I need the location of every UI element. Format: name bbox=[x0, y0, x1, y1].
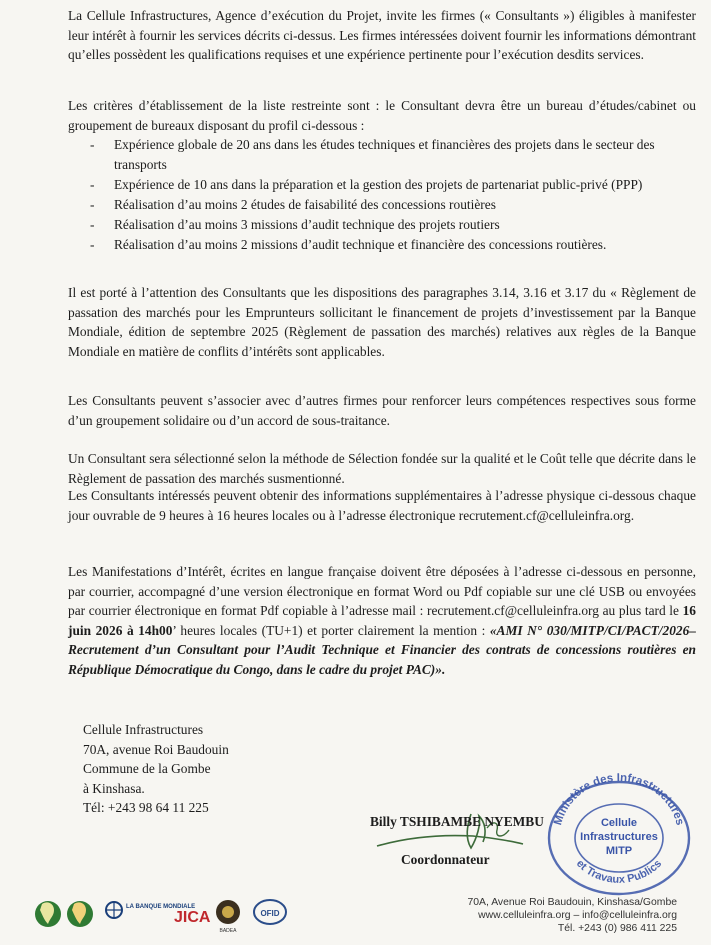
submission-text-b: ’ heures locales (TU+1) et porter clairement la mention : bbox=[172, 622, 490, 638]
footer-phone: Tél. +243 (0) 986 411 225 bbox=[557, 923, 677, 934]
logo-text: OFID bbox=[260, 909, 280, 918]
submission-deadline: 16 juin 2026 à 14h00 bbox=[68, 603, 696, 638]
badea-logo-icon bbox=[216, 900, 240, 934]
stamp-center-line: Infrastructures bbox=[580, 831, 658, 843]
address-line: 70A, avenue Roi Baudouin bbox=[83, 741, 229, 757]
logo-text: LA BANQUE MONDIALE bbox=[126, 904, 196, 910]
criteria-item: - Expérience de 10 ans dans la préparation et la gestion des projets de partenariat public-privé (PPP) bbox=[68, 175, 696, 195]
official-stamp-icon bbox=[532, 770, 698, 896]
stamp-top-arc: Ministère des Infrastructures bbox=[552, 771, 686, 827]
intro-paragraph: La Cellule Infrastructures, Agence d’exécution du Projet, invite les firmes (« Consultants ») éligibles à manifester leur intérêt à fournir les services décrits ci-dessus. Les firmes intéressées doivent fournir les informations démontrant qu’elles possèdent les qualifications requises et une expérience pertinente pour l’exécution desdits services. bbox=[68, 8, 696, 63]
footer-web: www.celluleinfra.org – info@celluleinfra.org bbox=[478, 910, 677, 921]
stamp-center-line: Cellule bbox=[600, 817, 638, 829]
africa-map-icon bbox=[67, 901, 93, 927]
footer-address: 70A, Avenue Roi Baudouin, Kinshasa/Gombe bbox=[467, 897, 677, 908]
rules-paragraph: Il est porté à l’attention des Consultants que les dispositions des paragraphes 3.14, 3.16 et 3.17 du « Règlement de passation des marchés pour les Emprunteurs sollicitant le financement de projets d’investissement par la Banque Mondiale, édition de septembre 2025 (Règlement de passation des marchés) relatives aux règles de la Banque Mondiale en matière de conflits d’intérêts sont applicables. bbox=[68, 285, 696, 359]
signatory-title: Coordonnateur bbox=[401, 852, 490, 867]
address-line: Cellule Infrastructures bbox=[83, 722, 204, 737]
info-paragraph: Les Consultants intéressés peuvent obtenir des informations supplémentaires à l’adresse physique ci-dessous chaque jour ouvrable de 9 heures à 16 heures locales ou à l’adresse électronique recrutement.cf@celluleinfra.org. bbox=[68, 488, 696, 523]
footer-contact bbox=[468, 896, 678, 935]
address-line: Commune de la Gombe bbox=[83, 761, 211, 777]
association-paragraph: Les Consultants peuvent s’associer avec d’autres firmes pour renforcer leurs compétences respectives sous forme d’un groupement solidaire ou d’un accord de sous-traitance. bbox=[68, 393, 696, 428]
partner-logos bbox=[32, 888, 292, 938]
criteria-item: - Expérience globale de 20 ans dans les études techniques et financières des projets dans le secteur des transports bbox=[68, 135, 696, 175]
criteria-item: - Réalisation d’au moins 3 missions d’audit technique des projets routiers bbox=[68, 215, 696, 235]
submission-mention: «AMI N° 030/MITP/CI/PACT/2026–Recrutement d’un Consultant pour l’Audit Technique et Financier des contrats de concessions routières en République Démocratique du Congo, dans le cadre du projet PAC)». bbox=[68, 622, 696, 677]
logo-text: BADEA bbox=[219, 928, 237, 934]
criteria-paragraph: Les critères d’établissement de la liste restreinte sont : le Consultant devra être un bureau d’études/cabinet ou groupement de bureaux disposant du profil ci-dessous : bbox=[68, 98, 696, 133]
criteria-list bbox=[68, 135, 696, 255]
criteria-item: - Réalisation d’au moins 2 missions d’audit technique et financière des concessions routières. bbox=[68, 235, 696, 255]
africa-map-icon bbox=[35, 901, 61, 927]
stamp-bottom-arc: et Travaux Publics bbox=[573, 857, 665, 886]
submission-text-a: Les Manifestations d’Intérêt, écrites en langue française doivent être déposées à l’adresse ci-dessous en personne, par courrier, accompagné d’une version électronique en format Word ou Pdf copiable sur une clé USB ou envoyées par courrier électronique en format Pdf copiable à l’adresse mail : recrutement.cf@celluleinfra.org au plus tard le bbox=[68, 564, 696, 619]
ofid-logo-icon bbox=[254, 900, 286, 924]
address-line: à Kinshasa. bbox=[83, 780, 145, 796]
sender-address bbox=[83, 720, 229, 818]
stamp-center-line: MITP bbox=[605, 845, 633, 857]
address-line: Tél: +243 98 64 11 225 bbox=[83, 800, 209, 816]
jica-logo-icon: JICA bbox=[174, 909, 211, 926]
selection-paragraph: Un Consultant sera sélectionné selon la méthode de Sélection fondée sur la qualité et le Coût telle que décrite dans le Règlement de passation des marchés susmentionné. bbox=[68, 451, 696, 486]
criteria-item: - Réalisation d’au moins 2 études de faisabilité des concessions routières bbox=[68, 195, 696, 215]
signatory-name: Billy TSHIBAMBE NYEMBU bbox=[370, 814, 544, 829]
submission-paragraph bbox=[68, 562, 696, 680]
